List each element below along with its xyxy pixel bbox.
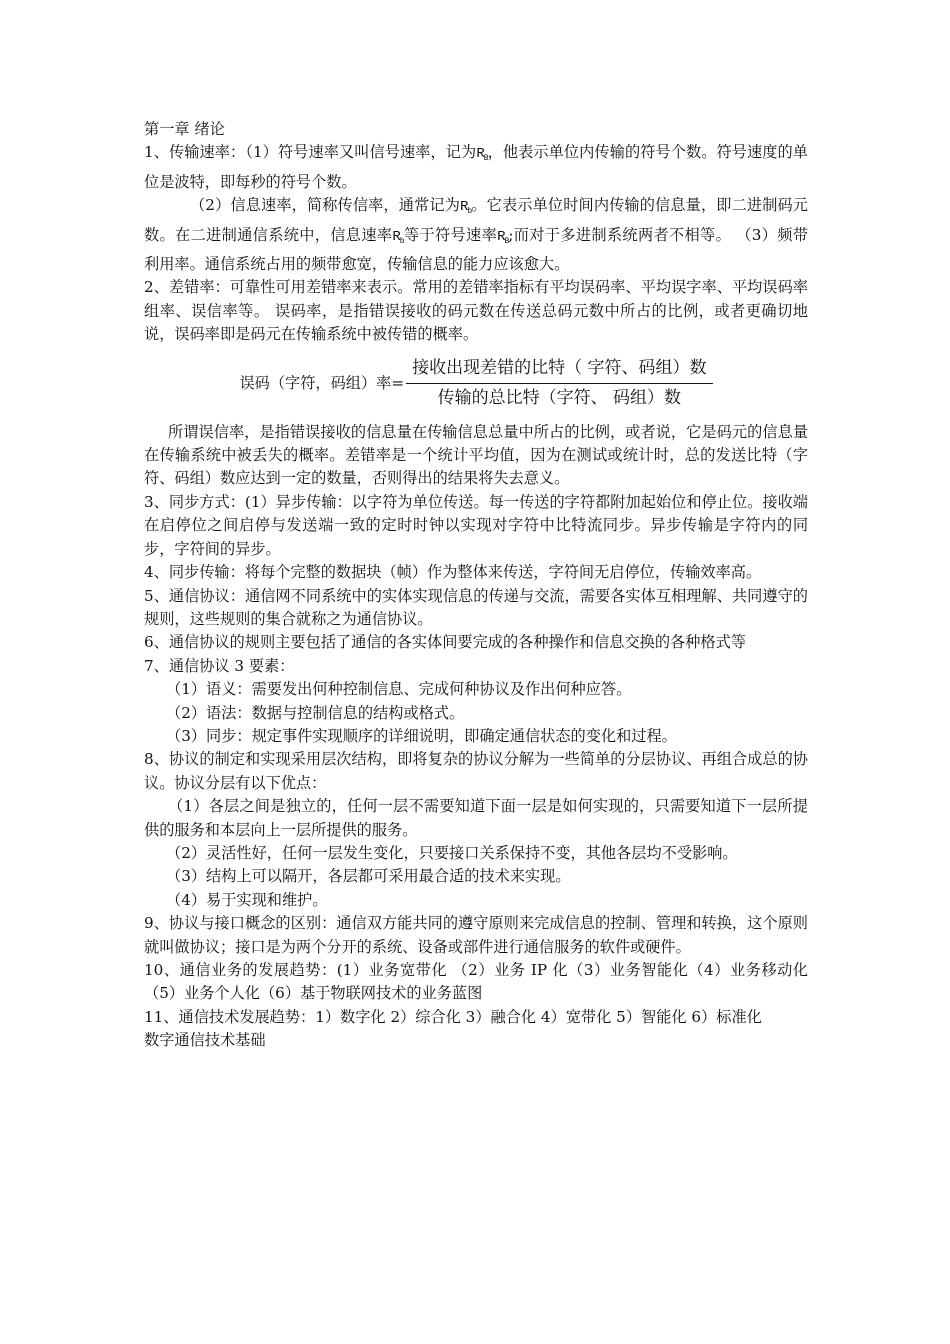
- symbol-rb-upper: $R_B$: [497, 228, 509, 246]
- formula-denominator: 传输的总比特（字符、 码组）数: [437, 387, 681, 408]
- text-run: （2）信息速率，简称传信率，通常记为: [190, 196, 461, 215]
- formula-lhs: 误码（字符，码组）率=: [239, 373, 405, 392]
- chapter-title: 第一章 绪论: [144, 120, 225, 138]
- paragraph-misinfo-rate: 所谓误信率，是指错误接收的信息量在传输信息总量中所占的比例，或者说，它是码元的信息量在传输系统中被丢失的概率。差错率是一个统计平均值，因为在测试或统计时，总的发送比特（字符、码组）数应达到一定的数量，否则得出的结果将失去意义。: [144, 422, 808, 488]
- paragraph-protocol-vs-interface: 9、协议与接口概念的区别：通信双方能共同的遵守原则来完成信息的控制、管理和转换，这个原则就叫做协议；接口是为两个分开的系统、设备或部件进行通信服务的软件或硬件。: [144, 914, 808, 956]
- list-item: （3）结构上可以隔开，各层都可采用最合适的技术来实现。: [166, 867, 571, 886]
- list-item: （1）语义：需要发出何种控制信息、完成何种协议及作出何种应答。: [166, 680, 632, 699]
- text-run: 1、传输速率：（1）符号速率又叫信号速率，记为: [144, 143, 477, 162]
- list-item: （2）灵活性好，任何一层发生变化，只要接口关系保持不变，其他各层均不受影响。: [166, 843, 738, 862]
- symbol-rb-lower: $R_b$: [460, 199, 472, 217]
- paragraph-transmission-rate: [144, 141, 808, 194]
- list-item: （3）同步：规定事件实现顺序的详细说明，即确定通信状态的变化和过程。: [166, 726, 677, 745]
- paragraph-service-trends: 10、通信业务的发展趋势：(1）业务宽带化 （2）业务 IP 化（3）业务智能化（4）业务移动化（5）业务个人化（6）基于物联网技术的业务蓝图: [144, 961, 808, 1003]
- text-run: 等于符号速率: [403, 225, 498, 244]
- formula-fraction: [406, 357, 712, 410]
- paragraph-tech-trends: 11、通信技术发展趋势：1）数字化 2）综合化 3）融合化 4）宽带化 5）智能化 6）标准化: [144, 1007, 762, 1026]
- paragraph-protocol: 5、通信协议：通信网不同系统中的实体实现信息的传递与交流，需要各实体互相理解、共同遵守的规则，这些规则的集合就称之为通信协议。: [144, 586, 808, 628]
- symbol-rb-lower: $R_b$: [392, 228, 404, 246]
- paragraph-info-rate: [144, 194, 808, 276]
- paragraph-layered-structure: 8、协议的制定和实现采用层次结构，即将复杂的协议分解为一些简单的分层协议、再组合成总的协议。协议分层有以下优点：: [144, 750, 808, 792]
- text-run: 。它表示单位时间内传输的信息量，即二进制码元数。在二进制通信系统中，信息速率: [144, 196, 808, 244]
- list-item: （1）各层之间是独立的，任何一层不需要知道下面一层是如何实现的，只需要知道下一层所提供的服务和本层向上一层所提供的服务。: [144, 797, 808, 839]
- paragraph-sync-mode: 3、同步方式：(1）异步传输：以字符为单位传送。每一传送的字符都附加起始位和停止位。接收端在启停位之间启停与发送端一致的定时时钟以实现对字符中比特流同步。异步传输是字符内的同步，字符间的异步。: [144, 492, 808, 558]
- formula-numerator: 接收出现差错的比特（ 字符、码组）数: [412, 358, 707, 379]
- paragraph-sync-transmission: 4、同步传输：将每个完整的数据块（帧）作为整体来传送，字符间无启停位，传输效率高。: [144, 563, 762, 582]
- paragraph-error-rate: 2、差错率：可靠性可用差错率来表示。常用的差错率指标有平均误码率、平均误字率、平均误码率组率、误信率等。 误码率，是指错误接收的码元数在传送总码元数中所占的比例，或者更确切地说，误码率即是码元在传输系统中被传错的概率。: [144, 278, 808, 344]
- document-body: [144, 118, 808, 1053]
- list-item: （4）易于实现和维护。: [166, 890, 328, 909]
- paragraph-protocol-rules: 6、通信协议的规则主要包括了通信的各实体间要完成的各种操作和信息交换的各种格式等: [144, 633, 746, 652]
- symbol-rb: $R_B$: [476, 146, 488, 164]
- text-run: ，他表示单位内传输的符号个数。符号速度的单位是波特，即每秒的符号个数。: [144, 143, 808, 191]
- text-run: ;而对于多进制系统两者不相等。 （3）频带利用率。通信系统占用的频带愈宽，传输信息的能力应该愈大。: [144, 225, 809, 274]
- list-item: （2）语法：数据与控制信息的结构或格式。: [166, 703, 465, 722]
- error-rate-formula: [144, 351, 808, 417]
- section-heading: 数字通信技术基础: [144, 1031, 266, 1050]
- paragraph-protocol-elements: 7、通信协议 3 要素：: [144, 656, 295, 675]
